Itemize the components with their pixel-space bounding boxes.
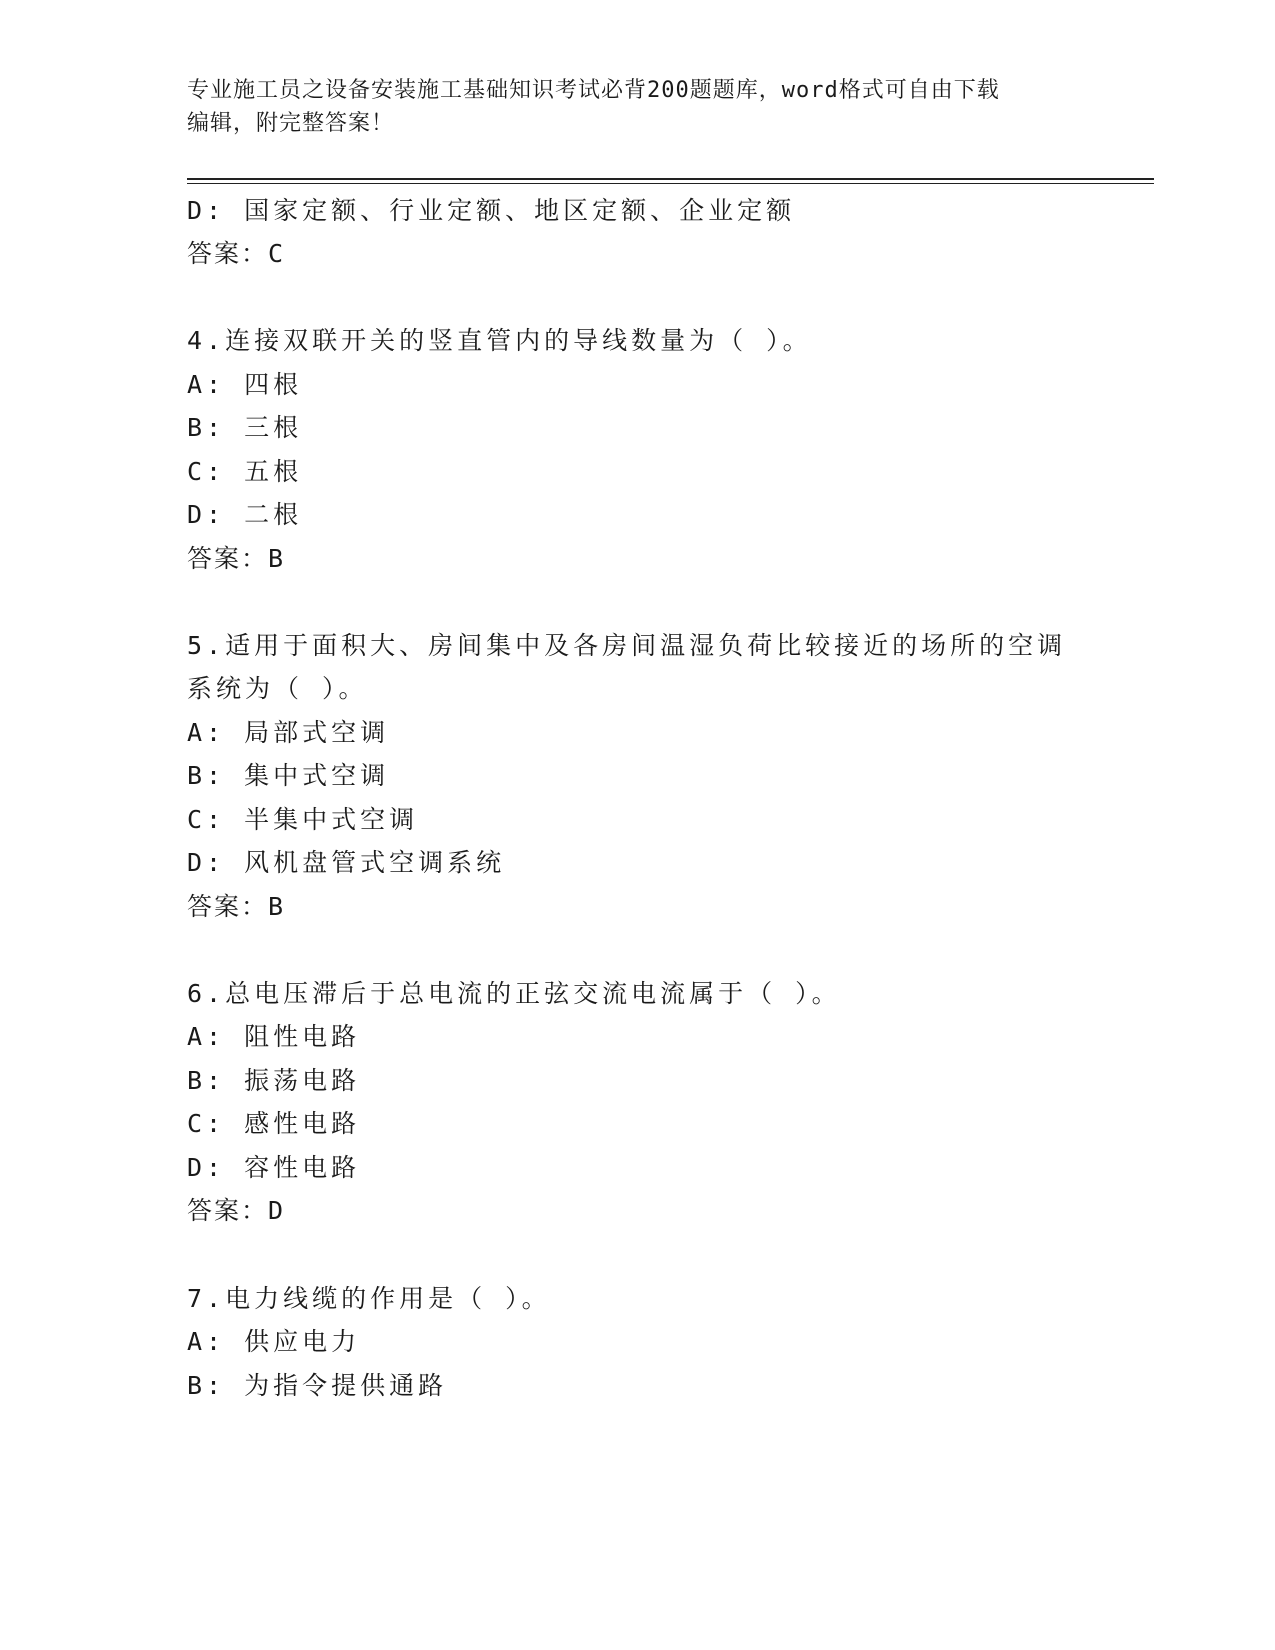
question-6-stem: 6.总电压滞后于总电流的正弦交流电流属于（ ）。 (187, 979, 841, 1008)
header-title-line-1: 专业施工员之设备安装施工基础知识考试必背200题题库，word格式可自由下载 (187, 78, 1000, 103)
question-4-answer: 答案：B (187, 544, 286, 573)
question-6-option-a: A: 阻性电路 (187, 1022, 361, 1051)
header-title-line-2: 编辑，附完整答案！ (187, 111, 395, 136)
question-5-answer: 答案：B (187, 892, 286, 921)
prev-question-answer: 答案：C (187, 239, 286, 268)
prev-question-option-d: D: 国家定额、行业定额、地区定额、企业定额 (187, 196, 796, 225)
question-4-stem: 4.连接双联开关的竖直管内的导线数量为（ ）。 (187, 326, 812, 355)
question-5-stem-line-1: 5.适用于面积大、房间集中及各房间温湿负荷比较接近的场所的空调 (187, 631, 1067, 660)
question-4-option-b: B: 三根 (187, 413, 303, 442)
question-5-option-c: C: 半集中式空调 (187, 805, 419, 834)
question-6-option-c: C: 感性电路 (187, 1109, 361, 1138)
question-5-option-b: B: 集中式空调 (187, 761, 390, 790)
question-6-answer: 答案：D (187, 1196, 286, 1225)
question-4-option-c: C: 五根 (187, 457, 303, 486)
question-7-option-b: B: 为指令提供通路 (187, 1371, 448, 1400)
header-divider-thick (187, 178, 1154, 180)
question-4-option-d: D: 二根 (187, 500, 303, 529)
question-4-option-a: A: 四根 (187, 370, 303, 399)
document-header (187, 74, 1067, 140)
question-6-option-d: D: 容性电路 (187, 1153, 361, 1182)
question-5-option-a: A: 局部式空调 (187, 718, 390, 747)
question-7-stem: 7.电力线缆的作用是（ ）。 (187, 1284, 551, 1313)
question-5-option-d: D: 风机盘管式空调系统 (187, 848, 506, 877)
question-7-option-a: A: 供应电力 (187, 1327, 361, 1356)
question-5-stem-line-2: 系统为（ ）。 (187, 674, 368, 703)
header-divider-thin (187, 183, 1154, 184)
question-6-option-b: B: 振荡电路 (187, 1066, 361, 1095)
